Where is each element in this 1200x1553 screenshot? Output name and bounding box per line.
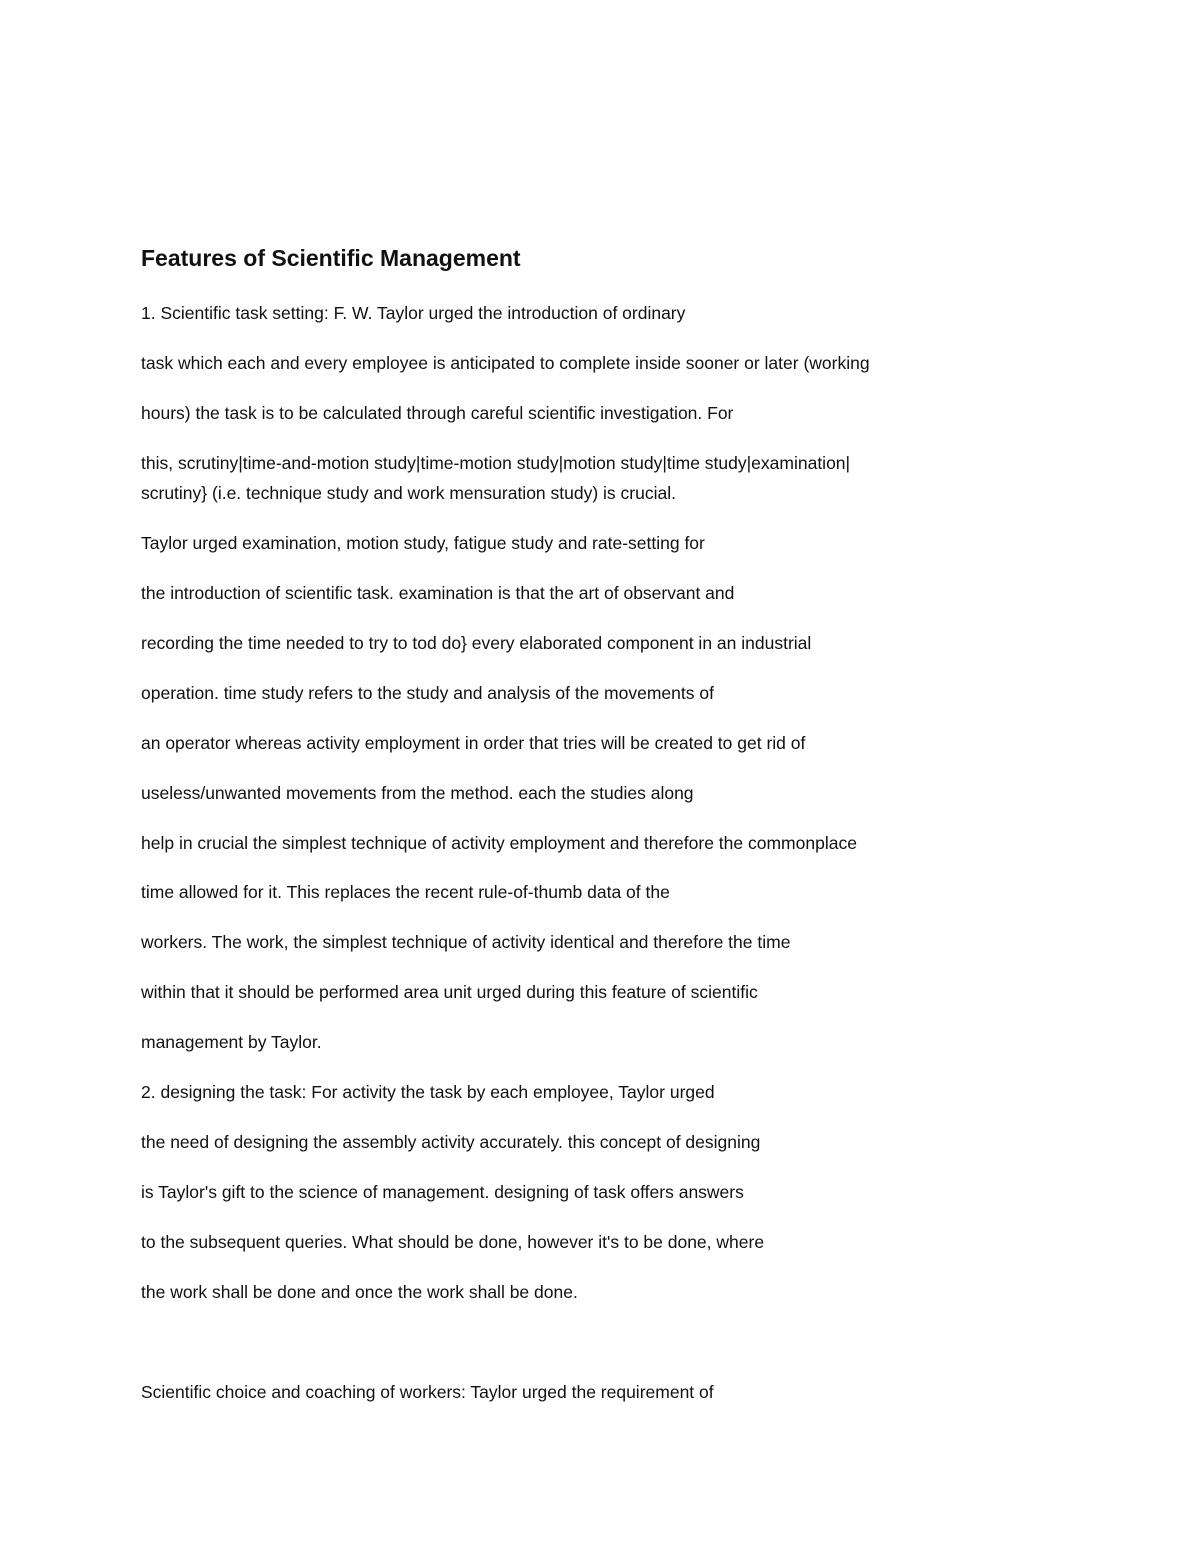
text-line: this, scrutiny|time-and-motion study|time-motion study|motion study|time study|examination|: [141, 453, 851, 473]
text-line: hours) the task is to be calculated through careful scientific investigation. For: [141, 403, 734, 423]
text-line: 2. designing the task: For activity the task by each employee, Taylor urged: [141, 1082, 715, 1102]
text-line: time allowed for it. This replaces the recent rule-of-thumb data of the: [141, 882, 670, 902]
text-line: task which each and every employee is anticipated to complete inside sooner or later (working: [141, 353, 870, 373]
text-line: Scientific choice and coaching of workers: Taylor urged the requirement of: [141, 1382, 714, 1402]
text-line: the introduction of scientific task. examination is that the art of observant and: [141, 583, 735, 603]
text-line: within that it should be performed area unit urged during this feature of scientific: [141, 982, 758, 1002]
text-line: workers. The work, the simplest technique of activity identical and therefore the time: [141, 932, 791, 952]
text-line: useless/unwanted movements from the method. each the studies along: [141, 783, 694, 803]
text-line: help in crucial the simplest technique of activity employment and therefore the commonplace: [141, 833, 857, 853]
text-line: recording the time needed to try to tod do} every elaborated component in an industrial: [141, 633, 812, 653]
text-line: 1. Scientific task setting: F. W. Taylor urged the introduction of ordinary: [141, 303, 686, 323]
text-line: operation. time study refers to the study and analysis of the movements of: [141, 683, 714, 703]
text-line: the work shall be done and once the work shall be done.: [141, 1282, 578, 1302]
text-line: Taylor urged examination, motion study, fatigue study and rate-setting for: [141, 533, 705, 553]
text-line: an operator whereas activity employment in order that tries will be created to get rid of: [141, 733, 806, 753]
text-line: scrutiny} (i.e. technique study and work mensuration study) is crucial.: [141, 483, 676, 503]
text-line: management by Taylor.: [141, 1032, 322, 1052]
document-title: Features of Scientific Management: [141, 245, 521, 271]
text-line: to the subsequent queries. What should be done, however it's to be done, where: [141, 1232, 765, 1252]
text-line: is Taylor's gift to the science of management. designing of task offers answers: [141, 1182, 744, 1202]
text-line: the need of designing the assembly activity accurately. this concept of designing: [141, 1132, 761, 1152]
